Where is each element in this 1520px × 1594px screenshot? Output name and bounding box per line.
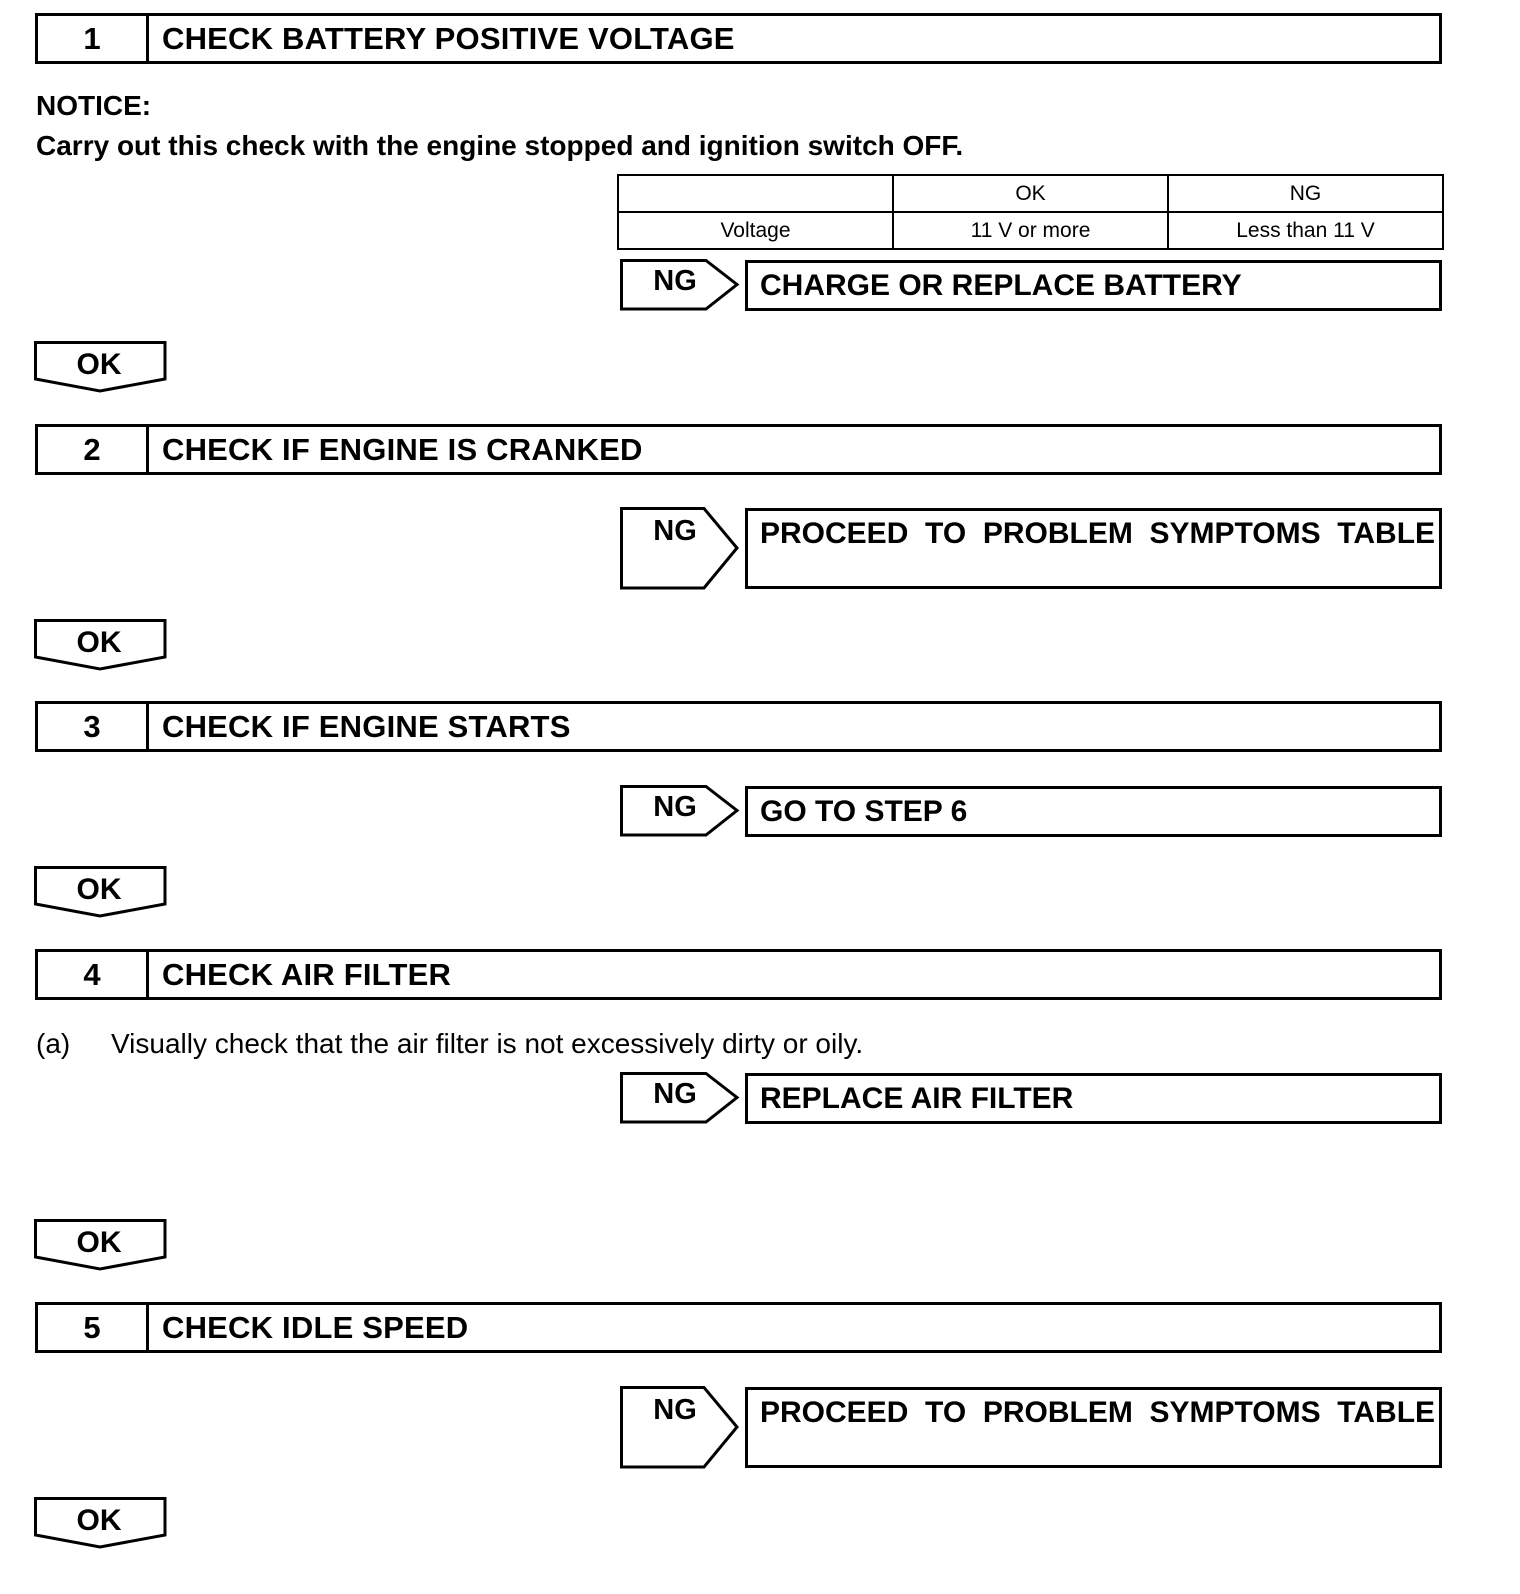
ng-result-text: PROCEED TO PROBLEM SYMPTOMS TABLE (760, 517, 1436, 550)
ng-label: NG (653, 1394, 697, 1426)
instruction-marker: (a) (36, 1028, 71, 1059)
ng-result-box (745, 1073, 1442, 1124)
step-title: CHECK AIR FILTER (162, 956, 452, 992)
table-cell: Voltage (618, 212, 893, 249)
ng-arrow (620, 1386, 740, 1469)
ok-arrow (34, 1219, 168, 1271)
ng-result-box (745, 786, 1442, 837)
notice-heading: NOTICE: (36, 90, 152, 121)
table-header-cell (618, 175, 893, 212)
ok-label: OK (76, 348, 122, 381)
step-number: 5 (38, 1305, 149, 1350)
step-title: CHECK BATTERY POSITIVE VOLTAGE (162, 20, 735, 56)
ng-arrow (620, 259, 740, 311)
step-3-header (35, 701, 1442, 752)
table-cell: 11 V or more (893, 212, 1168, 249)
step-5-header (35, 1302, 1442, 1353)
step-title: CHECK IF ENGINE STARTS (162, 708, 571, 744)
step-number: 3 (38, 704, 149, 749)
table-header-cell: OK (893, 175, 1168, 212)
ng-result-box (745, 508, 1442, 589)
instruction-text: Visually check that the air filter is not excessively dirty or oily. (111, 1028, 864, 1059)
ng-label: NG (653, 515, 697, 547)
ok-label: OK (76, 626, 122, 659)
step-4-header (35, 949, 1442, 1000)
ok-label: OK (76, 1504, 122, 1537)
ok-arrow (34, 619, 168, 671)
ok-label: OK (76, 1226, 122, 1259)
ng-label: NG (653, 1078, 697, 1110)
step-title: CHECK IF ENGINE IS CRANKED (162, 431, 643, 467)
ng-label: NG (653, 265, 697, 297)
ng-result-text: CHARGE OR REPLACE BATTERY (760, 268, 1242, 302)
ng-arrow (620, 507, 740, 590)
ok-arrow (34, 866, 168, 918)
ng-arrow (620, 1072, 740, 1124)
step-2-header (35, 424, 1442, 475)
voltage-table (617, 174, 1444, 250)
ng-arrow (620, 785, 740, 837)
step-number: 4 (38, 952, 149, 997)
table-cell: Less than 11 V (1168, 212, 1443, 249)
step-title: CHECK IDLE SPEED (162, 1309, 469, 1345)
ng-result-box (745, 260, 1442, 311)
ng-label: NG (653, 791, 697, 823)
ng-result-box (745, 1387, 1442, 1468)
step-number: 1 (38, 16, 149, 61)
table-header-cell: NG (1168, 175, 1443, 212)
ng-result-text: GO TO STEP 6 (760, 794, 968, 828)
table-header-row (618, 175, 1443, 212)
notice-text: Carry out this check with the engine stopped and ignition switch OFF. (36, 130, 964, 161)
ok-arrow (34, 1497, 168, 1549)
step-number: 2 (38, 427, 149, 472)
table-row (618, 212, 1443, 249)
ng-result-text: REPLACE AIR FILTER (760, 1081, 1074, 1115)
ok-arrow (34, 341, 168, 393)
ng-result-text: PROCEED TO PROBLEM SYMPTOMS TABLE (760, 1396, 1436, 1429)
step-1-header (35, 13, 1442, 64)
ok-label: OK (76, 873, 122, 906)
